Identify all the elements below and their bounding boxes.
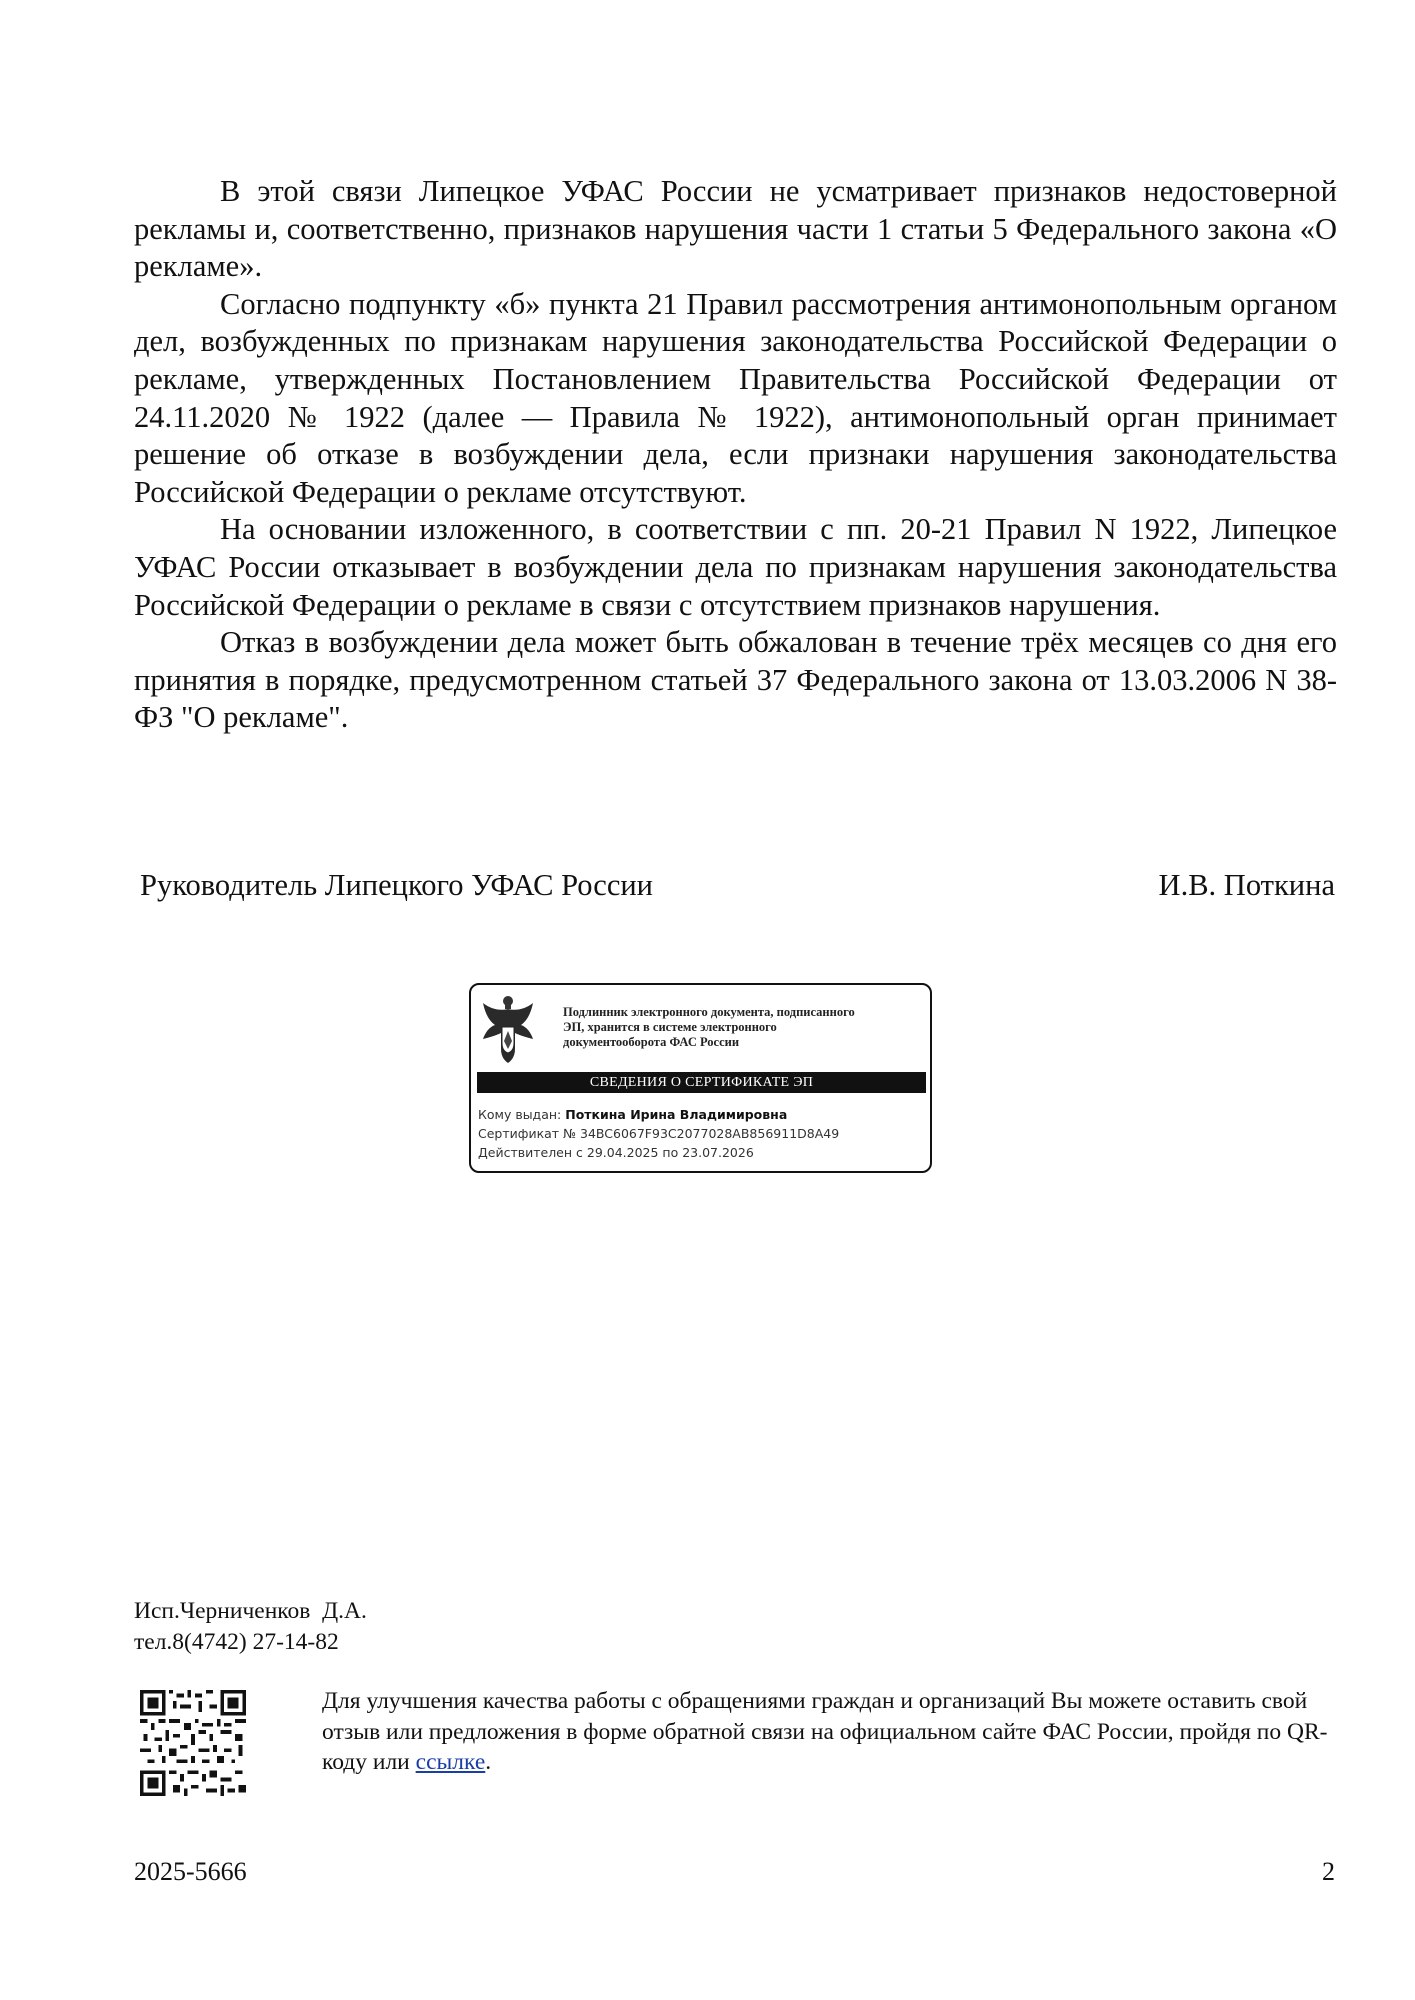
- certificate-info-title: СВЕДЕНИЯ О СЕРТИФИКАТЕ ЭП: [477, 1072, 926, 1093]
- paragraph-decision: На основании изложенного, в соответствии с пп. 20-21 Правил N 1922, Липецкое УФАС России отказывает в возбуждении дела по признакам нарушения законодательства Российской Федерации о рекламе в связи с отсутствием признаков нарушения.: [134, 512, 1337, 622]
- feedback-text: Для улучшения качества работы с обращениями граждан и организаций Вы можете оставить свой отзыв или предложения в форме обратной связи на официальном сайте ФАС России, пройдя по QR-коду или: [322, 1688, 1328, 1775]
- eagle-emblem-icon: [477, 993, 539, 1065]
- feedback-note: [322, 1686, 1340, 1778]
- signature-block: [140, 868, 1335, 903]
- certificate-owner: [478, 1105, 928, 1124]
- signatory-name: И.В. Поткина: [1158, 868, 1335, 902]
- executor-phone: тел.8(4742) 27-14-82: [134, 1629, 339, 1655]
- paragraph-rules-reference: Согласно подпункту «б» пункта 21 Правил рассмотрения антимонопольным органом дел, возбужденных по признакам нарушения законодательства Российской Федерации о рекламе, утвержденных Постановлением Правительства Российской Федерации от 24.11.2020 № 1922 (далее — Правила № 1922), антимонопольный орган принимает решение об отказе в возбуждении дела, если признаки нарушения законодательства Российской Федерации о рекламе отсутствуют.: [134, 286, 1337, 509]
- executor-block: [134, 1596, 367, 1658]
- feedback-end: .: [485, 1749, 492, 1775]
- signatory-position: Руководитель Липецкого УФАС России: [140, 868, 654, 902]
- certificate-number: Сертификат № 34BC6067F93C2077028AB856911D8A49: [478, 1126, 840, 1141]
- stamp-header-line: документооборота ФАС России: [563, 1035, 740, 1049]
- issued-to-value: Поткина Ирина Владимировна: [565, 1107, 788, 1122]
- paragraph-appeal: Отказ в возбуждении дела может быть обжалован в течение трёх месяцев со дня его принятия в порядке, предусмотренном статьей 37 Федерального закона от 13.03.2006 N 38-ФЗ "О рекламе".: [134, 625, 1337, 735]
- letter-body: [134, 173, 1337, 737]
- qr-code-icon[interactable]: [140, 1690, 246, 1796]
- stamp-header-line: Подлинник электронного документа, подписанного: [563, 1005, 855, 1019]
- stamp-header: [563, 1005, 923, 1050]
- certificate-details: [478, 1105, 928, 1162]
- stamp-header-line: ЭП, хранится в системе электронного: [563, 1020, 777, 1034]
- feedback-link[interactable]: ссылке: [415, 1749, 486, 1775]
- certificate-validity: Действителен с 29.04.2025 по 23.07.2026: [478, 1145, 754, 1160]
- paragraph-conclusion: В этой связи Липецкое УФАС России не усматривает признаков недостоверной рекламы и, соответственно, признаков нарушения части 1 статьи 5 Федерального закона «О рекламе».: [134, 174, 1337, 284]
- page-number: 2: [1322, 1857, 1335, 1886]
- executor-name: Исп.Черниченков Д.А.: [134, 1598, 367, 1624]
- document-number: 2025-5666: [134, 1857, 247, 1886]
- electronic-signature-stamp: [469, 983, 932, 1173]
- issued-to-label: Кому выдан:: [478, 1107, 562, 1122]
